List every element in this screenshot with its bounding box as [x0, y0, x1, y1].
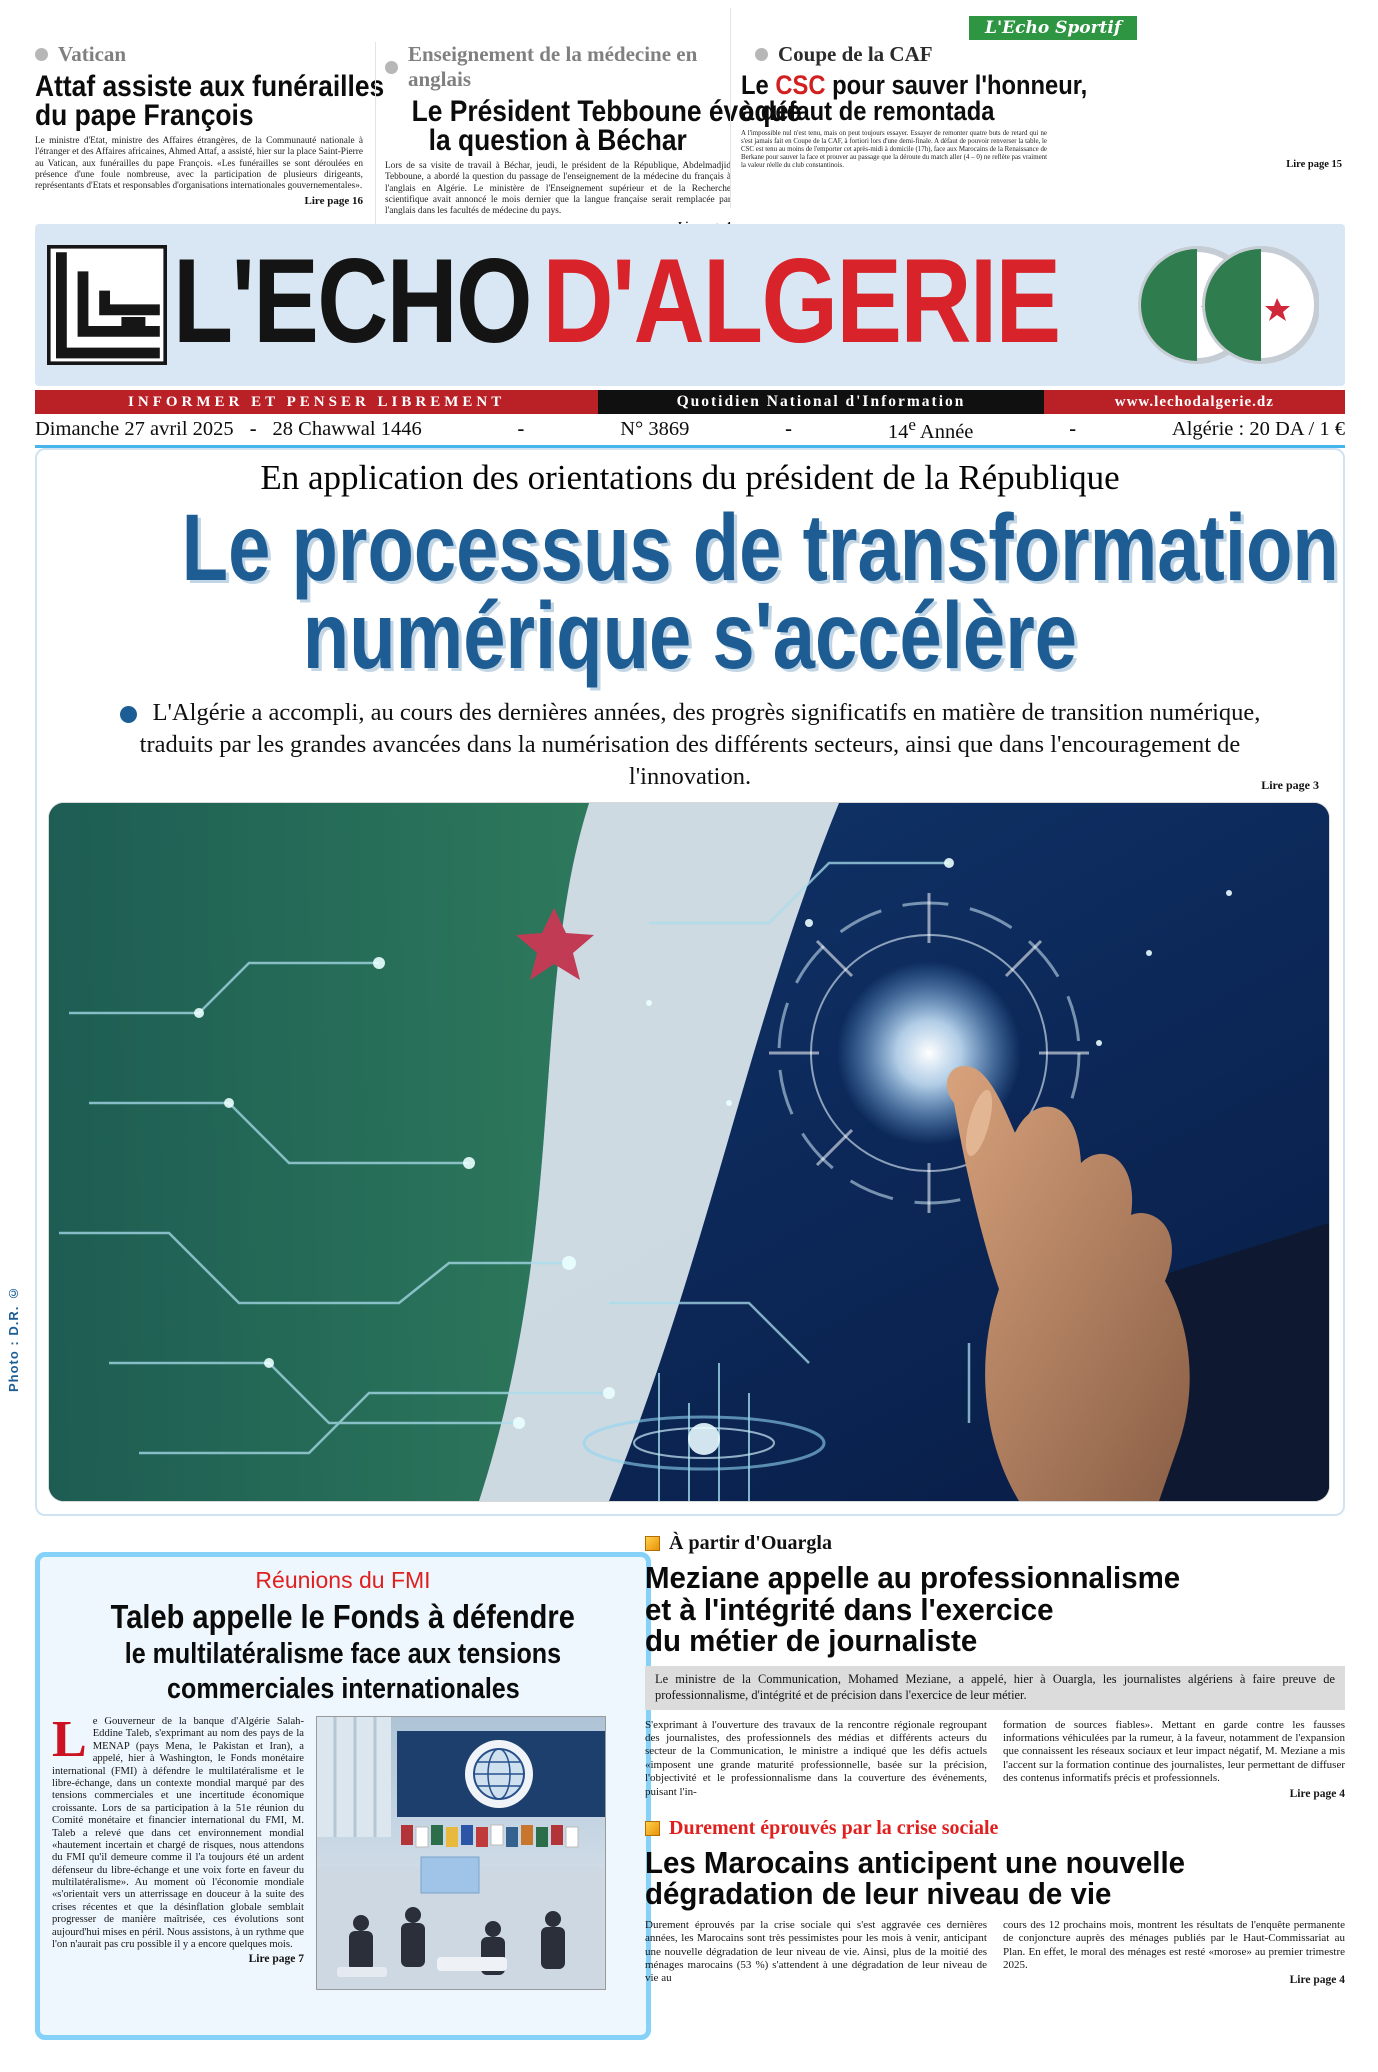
page-ref[interactable]: Lire page 16 [304, 194, 363, 207]
masthead [35, 224, 1345, 386]
story-body-col1: Durement éprouvés par la crise sociale qui s'est aggravée ces dernières années, les Marocains sont très pessimistes pour les mois à venir, anticipant une nouvelle dégradation de leur niveau de vie. Ainsi, plus de la moitié des ménages marocains (53 %) s'attendent à une dégradation de leur niveau de vie au [645, 1918, 987, 1985]
imf-meeting-photo [316, 1716, 606, 1990]
maroc-story [645, 1817, 1345, 1988]
story-kicker: À partir d'Ouargla [669, 1532, 832, 1554]
page-ref[interactable]: Lire page 7 [248, 1953, 304, 1966]
top-story-csc [730, 8, 1356, 208]
bullet-icon [755, 48, 768, 61]
top-stories-strip [35, 0, 1345, 222]
lead-headline[interactable]: Le processus de transformation numérique s'accélère [181, 495, 1339, 690]
story-headline[interactable]: Attaf assiste aux funérailles du pape François [35, 70, 385, 133]
story-kicker: Vatican [58, 42, 127, 66]
story-kicker: Durement éprouvés par la crise sociale [669, 1816, 999, 1839]
website-link[interactable]: www.lechodalgerie.dz [1044, 390, 1345, 414]
page-ref[interactable]: Lire page 4 [1289, 1787, 1345, 1800]
csc-highlight: CSC [775, 70, 826, 100]
story-body: Le ministre d'Etat, ministre des Affaires étrangères, de la Communauté nationale à l'étranger et des Affaires africaines, Ahmed Attaf, a assisté, hier sur la place Saint-Pierre au Vatican, aux funérailles du pape François. «Les funérailles se sont déroulées en présence d'une foule nombreuse, avec la participation de plusieurs dirigeants, représentants d'Etats et responsables d'organisations internationales gouvernementales». [35, 136, 363, 191]
story-headline[interactable]: Le Président Tebboune évoque la question à Béchar [411, 95, 802, 158]
page-ref[interactable]: Lire page 4 [1289, 1974, 1345, 1987]
story-body-col2: formation de sources fiables». Mettant en garde contre les fausses informations véhiculées par la rumeur, à la faveur, notamment de l'expansion que connaissent les réseaux sociaux et leur impact négatif, M. Meziane a mis l'accent sur la formation continue des journalistes, leur permettant de diffuser des contenus informatifs précis et professionnels. Lire page 4 [1003, 1718, 1345, 1800]
top-story-vatican [35, 42, 385, 207]
masthead-title[interactable]: L'ECHOD'ALGERIE [173, 233, 1060, 368]
story-body: A l'impossible nul n'est tenu, mais on peut toujours essayer. Essayer de remonter quatre buts de retard qui ne s'est jamais fait en Coupe de la CAF, à fortiori lors d'une demi-finale. A défaut de pouvoir renverser la table, le CSC est tenu au moins de l'emporter cet après-midi à domicile (17h), face aux Marocains de la Renaissance de Berkane pour sauver la face et prouver au passage que la déroute du match aller (4 – 0) ne reflète pas vraiment la valeur réelle du club constantinois. [741, 130, 1047, 169]
page-ref[interactable]: Lire page 3 [1261, 778, 1319, 792]
story-headline[interactable]: Taleb appelle le Fonds à défendre [110, 1598, 576, 1635]
date-french: Dimanche 27 avril 2025 [35, 418, 234, 440]
bullet-icon [35, 48, 48, 61]
page-ref[interactable]: Lire page 15 [1286, 159, 1342, 170]
price: Algérie : 20 DA / 1 € [1171, 418, 1345, 440]
story-body-col2: cours des 12 prochains mois, montrent les résultats de l'enquête permanente de conjoncture auprès des ménages publiés par le Haut-Commissariat au Plan. En effet, le moral des ménages est resté «morose» au premier trimestre 2025. Lire page 4 [1003, 1918, 1345, 1987]
subtitle-band: Quotidien National d'Information [598, 390, 1043, 414]
publication-year: 14e Année [887, 415, 974, 443]
story-body-col1: S'exprimant à l'ouverture des travaux de la rencontre régionale regroupant des journalistes, des professionnels des médias et différents acteurs du secteur de la Communication, le ministre a indiqué que les défis actuels «imposent une grande maturité professionnelle, basée sur la précision, l'objectivité et le professionnalisme dans la couverture des événements, puisant l'in- [645, 1718, 987, 1798]
fmi-story-box: Réunions du FMI Taleb appelle le Fonds à défendre le multilatéralisme face aux tensions commerciales internationales Le Gouverneur de la banque d'Algérie Salah-Eddine Taleb, s'exprimant au nom des pays de la MENAP (pays Mena, le Pakistan et Iran), a appelé, hier à Washington, le Fonds monétaire international (FMI) à défendre le multilatéralisme et le libre-échange, dans un contexte mondial marqué par des tensions commerciales et une incertitude économique croissante. Lors de sa participation à la 51e réunion du Comité monétaire et financier international du FMI, M. Taleb a relevé que dans cet environnement mondial «hautement incertain et chargé de risques, nous attendons du FMI qu'il demeure comme il l'a toujours été un ardent défenseur du libre-échange et une voix forte en faveur du multilatéralisme». Au moment où l'économie mondiale «s'orientait vers un atterrissage en douceur à la suite des crises récentes et que la désinflation globale semblait progresser de manière maîtrisée, ces évolutions sont aujourd'hui mises en péril. Nous assistons, à un rythme que l'on n'aurait pas cru possible il y a encore quelques mois. Lire page 7 [35, 1552, 651, 2040]
meziane-story [645, 1532, 1345, 1801]
story-kicker: Enseignement de la médecine en anglais [408, 42, 698, 91]
echo-dalgerie-logo-icon [47, 245, 167, 365]
digital-transformation-photo [49, 803, 1329, 1501]
story-body: Le Gouverneur de la banque d'Algérie Salah-Eddine Taleb, s'exprimant au nom des pays de la MENAP (pays Mena, le Pakistan et Iran), a appelé, hier à Washington, le Fonds monétaire international (FMI) à défendre le multilatéralisme et le libre-échange, dans un contexte mondial marqué par des tensions commerciales et une incertitude économique croissante. Lors de sa participation à la 51e réunion du Comité monétaire et financier international du FMI, M. Taleb a relevé que dans cet environnement mondial «hautement incertain et chargé de risques, nous attendons du FMI qu'il demeure comme il l'a toujours été un ardent défenseur du libre-échange et une voix forte en faveur du multilatéralisme». Au moment où l'économie mondiale «s'orientait vers un atterrissage en douceur à la suite des crises récentes et que la désinflation globale semblait progresser de manière maîtrisée, ces évolutions sont aujourd'hui mises en péril. Nous assistons, à un rythme que l'on n'aurait pas cru possible il y a encore quelques mois. [52, 1711, 304, 1951]
issue-number: N° 3869 [620, 418, 690, 440]
story-headline[interactable]: Le CSC pour sauver l'honneur, à défaut de remontada [741, 70, 1088, 127]
story-intro: Le ministre de la Communication, Mohamed Meziane, a appelé, hier à Ouargla, les journalistes algériens à faire preuve de professionnalisme, d'intégrité et de précision dans l'exercice de leur métier. [645, 1666, 1345, 1710]
story-kicker: Coupe de la CAF [778, 42, 933, 66]
bullet-icon [385, 61, 398, 74]
photo-credit: Photo : D.R. © [6, 1285, 21, 1392]
bullet-icon [120, 706, 137, 723]
story-headline[interactable]: Les Marocains anticipent une nouvelle dégradation de leur niveau de vie [645, 1844, 1186, 1912]
bottom-right-column [645, 1532, 1345, 1987]
lead-photo [48, 802, 1330, 1502]
algeria-flag-icon [1135, 242, 1319, 368]
lead-kicker: En application des orientations du président de la République [260, 458, 1120, 497]
echo-sportif-badge[interactable]: L'Echo Sportif [969, 16, 1137, 40]
story-headline[interactable]: Meziane appelle au professionnalisme et à l'intégrité dans l'exercice du métier de journaliste [645, 1560, 1181, 1659]
drop-cap: L [52, 1711, 87, 1768]
story-body: Lors de sa visite de travail à Béchar, jeudi, le président de la République, Abdelmadjid Tebboune, a abordé la question du passage de l'enseignement de la médecine du français à l'anglais en Algérie. Le ministère de l'Enseignement supérieur et de la Recherche scientifique avait annoncé le mois dernier que la langue française serait remplacée par l'anglais dans les facultés de médecine du pays. [385, 161, 731, 216]
slogan-band: INFORMER ET PENSER LIBREMENT [35, 390, 598, 414]
date-hijri: 28 Chawwal 1446 [272, 418, 422, 440]
lead-story [35, 448, 1345, 1516]
dateline: Dimanche 27 avril 2025 - 28 Chawwal 1446 - N° 3869 - 14e Année - Algérie : 20 DA / 1 € [35, 417, 1345, 448]
info-bar [35, 390, 1345, 414]
story-kicker: Réunions du FMI [255, 1567, 431, 1593]
square-bullet-icon [645, 1821, 660, 1836]
lead-standfirst: L'Algérie a accompli, au cours des dernières années, des progrès significatifs en matière de transition numérique, traduits par les grandes avancées dans la numérisation des différents secteurs, ainsi que dans l'encouragement de l'innovation. [101, 697, 1279, 794]
square-bullet-icon [645, 1536, 660, 1551]
